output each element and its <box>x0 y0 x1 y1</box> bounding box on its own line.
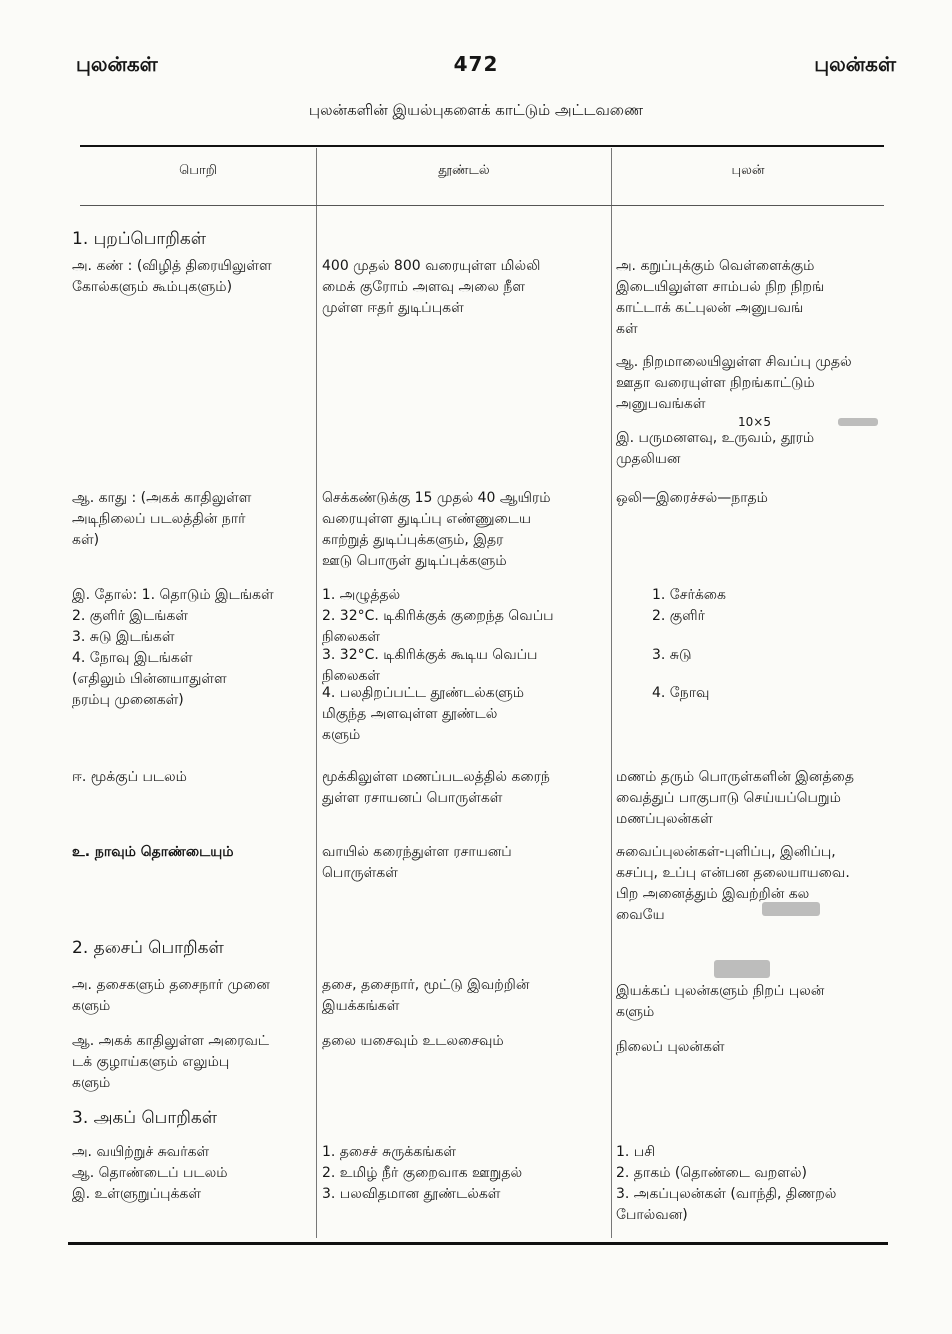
sense-ear: ஒலி—இரைச்சல்—நாதம் <box>616 490 768 506</box>
organ-inner-ear: ஆ. அகக் காதிலுள்ள அரைவட் டக் குழாய்களும் எலும்பு களும் <box>72 1033 269 1091</box>
organ-tongue: உ. நாவும் தொண்டையும் <box>72 844 234 860</box>
stimulus-skin-1: 1. அழுத்தல் <box>322 587 401 603</box>
column-divider-2 <box>611 148 612 1238</box>
stimulus-eye: 400 முதல் 800 வரையுள்ள மில்லி மைக் குரோம் அளவு அலை நீள முள்ள ஈதர் துடிப்புகள் <box>322 258 541 316</box>
organ-internal: அ. வயிற்றுச் சுவர்கள் ஆ. தொண்டைப் படலம் இ. உள்ளுறுப்புக்கள் <box>72 1144 228 1202</box>
bottom-rule <box>68 1242 888 1245</box>
sense-eye-a: அ. கறுப்புக்கும் வெள்ளைக்கும் இடையிலுள்ள சாம்பல் நிற நிறங் காட்டாக் கட்புலன் அனுபவங் கள் <box>616 258 825 337</box>
column-header-stimulus: தூண்டல் <box>438 163 490 178</box>
organ-ear: ஆ. காது : (அகக் காதிலுள்ள அடிநிலைப் படலத்தின் நார் கள்) <box>72 490 252 548</box>
stimulus-inner-ear: தலை யசைவும் உடலசைவும் <box>322 1033 504 1049</box>
ink-smudge <box>838 418 878 426</box>
sense-eye-c: இ. பருமனளவு, உருவம், தூரம் முதலியன <box>616 430 815 467</box>
handwritten-note: 10×5 <box>738 415 771 429</box>
stimulus-internal: 1. தசைச் சுருக்கங்கள் 2. உமிழ் நீர் குறைவாக ஊறுதல் 3. பலவிதமான தூண்டல்கள் <box>322 1144 523 1202</box>
page-number: 472 <box>453 52 499 76</box>
sense-nose: மணம் தரும் பொருள்களின் இனத்தை வைத்துப் பாகுபாடு செய்யப்பெறும் மணப்புலன்கள் <box>616 769 854 827</box>
column-header-organ: பொறி <box>179 163 217 178</box>
sense-skin-3: 3. சுடு <box>652 647 692 663</box>
organ-nose: ஈ. மூக்குப் படலம் <box>72 769 187 785</box>
stimulus-nose: மூக்கிலுள்ள மணப்படலத்தில் கரைந் துள்ள ரசாயனப் பொருள்கள் <box>322 769 550 806</box>
stimulus-skin-2: 2. 32°C. டிகிரிக்குக் குறைந்த வெப்ப நிலைகள் <box>322 608 554 645</box>
sense-inner-ear: நிலைப் புலன்கள் <box>616 1039 725 1055</box>
stimulus-tongue: வாயில் கரைந்துள்ள ரசாயனப் பொருள்கள் <box>322 844 512 881</box>
section-heading-internal-organs: 3. அகப் பொறிகள் <box>72 1108 218 1128</box>
header-rule <box>80 205 884 206</box>
running-header-left: புலன்கள் <box>76 52 158 76</box>
sense-internal: 1. பசி 2. தாகம் (தொண்டை வறளல்) 3. அகப்புலன்கள் (வாந்தி, திணறல் போல்வன) <box>616 1144 837 1223</box>
ink-smudge <box>714 960 770 978</box>
sense-skin-4: 4. நோவு <box>652 685 710 701</box>
section-heading-muscle-organs: 2. தசைப் பொறிகள் <box>72 938 224 958</box>
sense-eye-b: ஆ. நிறமாலையிலுள்ள சிவப்பு முதல் ஊதா வரையுள்ள நிறங்காட்டும் அனுபவங்கள் <box>616 354 852 412</box>
running-header-right: புலன்கள் <box>814 52 896 76</box>
stimulus-ear: செக்கண்டுக்கு 15 முதல் 40 ஆயிரம் வரையுள்ள துடிப்பு எண்ணுடைய காற்றுத் துடிப்புக்களும், இதர ஊடு பொருள் துடிப்புக்களும் <box>322 490 551 569</box>
stimulus-muscle: தசை, தசைநார், மூட்டு இவற்றின் இயக்கங்கள் <box>322 977 530 1014</box>
column-header-sense: புலன் <box>731 163 765 178</box>
organ-muscle: அ. தசைகளும் தசைநார் முனை களும் <box>72 977 270 1014</box>
stimulus-skin-3: 3. 32°C. டிகிரிக்குக் கூடிய வெப்ப நிலைகள் <box>322 647 538 684</box>
sense-tongue: சுவைப்புலன்கள்-புளிப்பு, இனிப்பு, கசப்பு, உப்பு என்பன தலையாயவை. பிற அனைத்தும் இவற்றின் கல வையே <box>616 844 850 923</box>
column-divider-1 <box>316 148 317 1238</box>
table-title: புலன்களின் இயல்புகளைக் காட்டும் அட்டவணை <box>308 101 644 119</box>
sense-skin-1-2: 1. சேர்க்கை 2. குளிர் <box>652 587 726 624</box>
top-rule <box>80 145 884 147</box>
stimulus-skin-4: 4. பலதிறப்பட்ட தூண்டல்களும் மிகுந்த அளவுள்ள தூண்டல் களும் <box>322 685 525 743</box>
organ-eye: அ. கண் : (விழித் திரையிலுள்ள கோல்களும் கூம்புகளும்) <box>72 258 272 295</box>
organ-skin: இ. தோல்: 1. தொடும் இடங்கள் 2. குளிர் இடங்கள் 3. சுடு இடங்கள் 4. நோவு இடங்கள் (எதிலும் பின்னயாதுள்ள நரம்பு முனைகள்) <box>72 587 274 708</box>
sense-muscle: இயக்கப் புலன்களும் நிறப் புலன் களும் <box>616 983 825 1020</box>
section-heading-external-organs: 1. புறப்பொறிகள் <box>72 229 207 249</box>
ink-smudge <box>762 902 820 916</box>
